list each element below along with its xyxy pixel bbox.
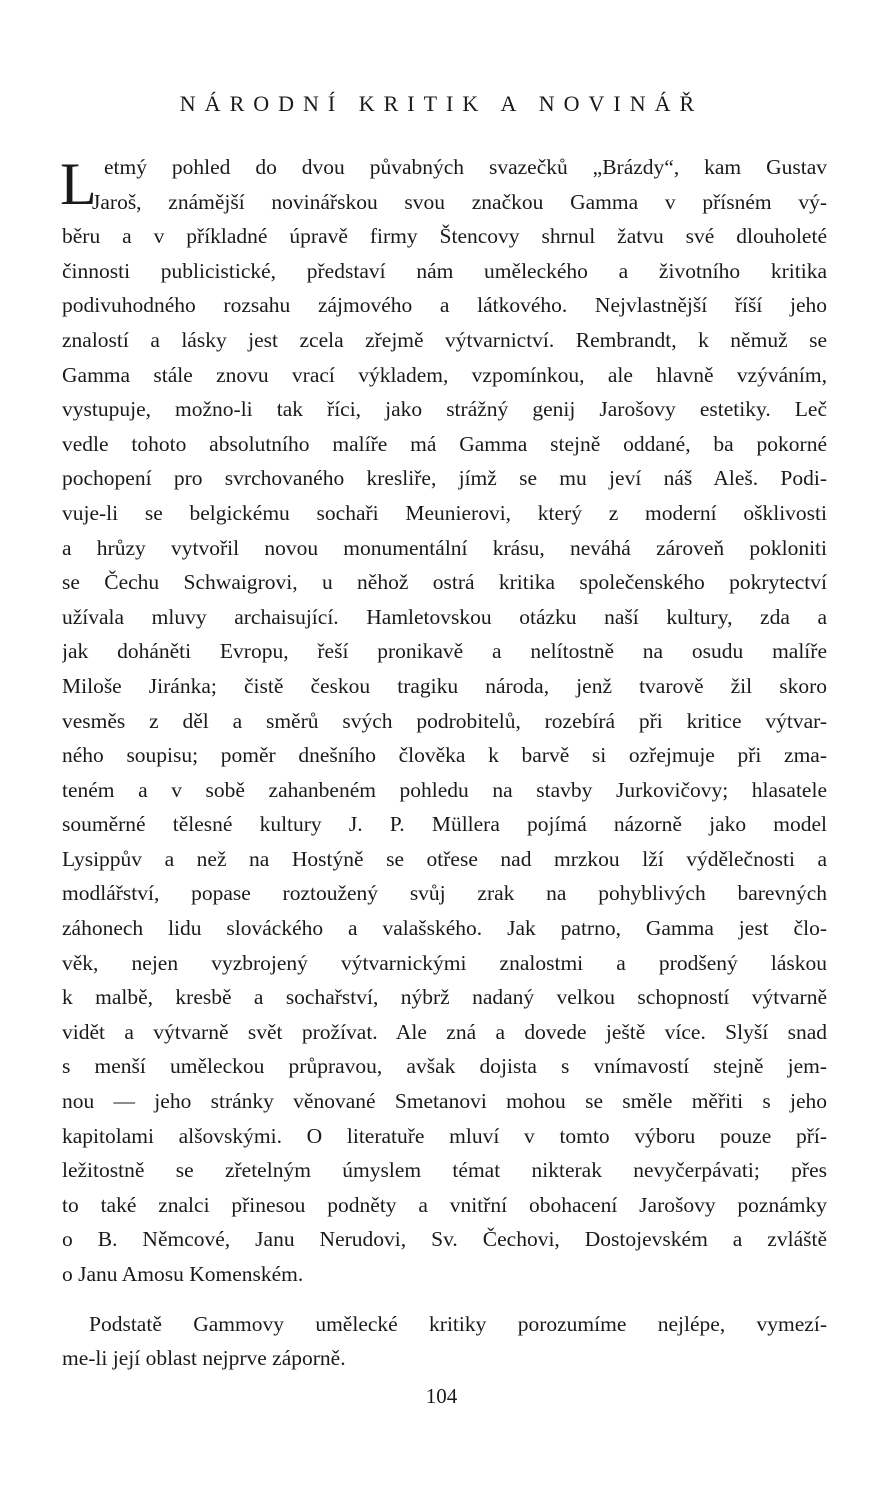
text-line: podivuhodného rozsahu zájmového a látkového. Nejvlastnější říší jeho bbox=[62, 293, 827, 318]
body-text bbox=[62, 150, 827, 1376]
text-line: Gamma stále znovu vrací výkladem, vzpomínkou, ale hlavně vzýváním, bbox=[62, 362, 827, 387]
text-line: a hrůzy vytvořil novou monumentální krásu, neváhá zároveň pokloniti bbox=[62, 535, 827, 560]
text-line: věk, nejen vyzbrojený výtvarnickými znalostmi a prodšený láskou bbox=[62, 950, 827, 975]
text-line: Podstatě Gammovy umělecké kritiky porozumíme nejlépe, vymezí- bbox=[89, 1311, 827, 1336]
text-line: pochopení pro svrchovaného kresliře, jímž se mu jeví náš Aleš. Podi- bbox=[62, 466, 827, 491]
drop-cap: L bbox=[60, 151, 97, 217]
text-line: znalostí a lásky jest zcela zřejmě výtvarnictví. Rembrandt, k němuž se bbox=[62, 327, 827, 352]
text-line: činnosti publicistické, představí nám uměleckého a životního kritika bbox=[62, 258, 827, 283]
text-line: kapitolami alšovskými. O literatuře mluví v tomto výboru pouze pří- bbox=[62, 1123, 827, 1148]
text-line: nou — jeho stránky věnované Smetanovi mohou se směle měřiti s jeho bbox=[62, 1089, 827, 1114]
text-line: k malbě, kresbě a sochařství, nýbrž nadaný velkou schopností výtvarně bbox=[62, 985, 827, 1010]
page-number: 104 bbox=[425, 1384, 458, 1408]
paragraph-gap bbox=[62, 1292, 827, 1307]
text-line: běru a v příkladné úpravě firmy Štencovy shrnul žatvu své dlouholeté bbox=[62, 224, 827, 249]
chapter-title: NÁRODNÍ KRITIK A NOVINÁŘ bbox=[179, 91, 704, 116]
text-line: ného soupisu; poměr dnešního člověka k barvě si ozřejmuje při zma- bbox=[62, 743, 827, 768]
text-line: me-li její oblast nejprve záporně. bbox=[62, 1346, 346, 1371]
text-line: užívala mluvy archaisující. Hamletovskou otázku naší kultury, zda a bbox=[62, 604, 827, 629]
text-line: o Janu Amosu Komenském. bbox=[62, 1262, 304, 1286]
text-line: to také znalci přinesou podněty a vnitřní obohacení Jarošovy poznámky bbox=[62, 1192, 827, 1217]
text-line: Jaroš, známější novinářskou svou značkou Gamma v přísném vý- bbox=[92, 189, 827, 214]
text-line: vidět a výtvarně svět prožívat. Ale zná a dovede ještě více. Slyší snad bbox=[62, 1019, 827, 1044]
text-line: Miloše Jiránka; čistě českou tragiku národa, jenž tvarově žil skoro bbox=[62, 673, 827, 698]
text-line: etmý pohled do dvou půvabných svazečků „Brázdy“, kam Gustav bbox=[104, 155, 827, 179]
text-line: ležitostně se zřetelným úmyslem témat nikterak nevyčerpávati; přes bbox=[62, 1158, 827, 1183]
text-line: o B. Němcové, Janu Nerudovi, Sv. Čechovi, Dostojevském a zvláště bbox=[62, 1227, 827, 1252]
text-line: vedle tohoto absolutního malíře má Gamma stejně oddané, ba pokorné bbox=[62, 431, 827, 456]
text-line: vesměs z děl a směrů svých podrobitelů, rozebírá při kritice výtvar- bbox=[62, 708, 827, 733]
text-line: teném a v sobě zahanbeném pohledu na stavby Jurkovičovy; hlasatele bbox=[62, 777, 827, 802]
text-line: Lysippův a než na Hostýně se otřese nad mrzkou lží výdělečnosti a bbox=[62, 846, 827, 871]
text-line: se Čechu Schwaigrovi, u něhož ostrá kritika společenského pokrytectví bbox=[62, 570, 827, 595]
text-line: s menší uměleckou průpravou, avšak dojista s vnímavostí stejně jem- bbox=[62, 1054, 827, 1079]
text-line: souměrné tělesné kultury J. P. Müllera pojímá názorně jako model bbox=[62, 812, 827, 837]
text-line: vystupuje, možno-li tak říci, jako strážný genij Jarošovy estetiky. Leč bbox=[62, 397, 827, 422]
text-line: vuje-li se belgickému sochaři Meunierovi, který z moderní ošklivosti bbox=[62, 500, 827, 525]
text-line: jak doháněti Evropu, řeší pronikavě a nelítostně na osudu malíře bbox=[62, 639, 827, 664]
text-line: modlářství, popase roztoužený svůj zrak na pohyblivých barevných bbox=[62, 881, 827, 906]
text-line: záhonech lidu slováckého a valašského. Jak patrno, Gamma jest člo- bbox=[62, 916, 827, 941]
